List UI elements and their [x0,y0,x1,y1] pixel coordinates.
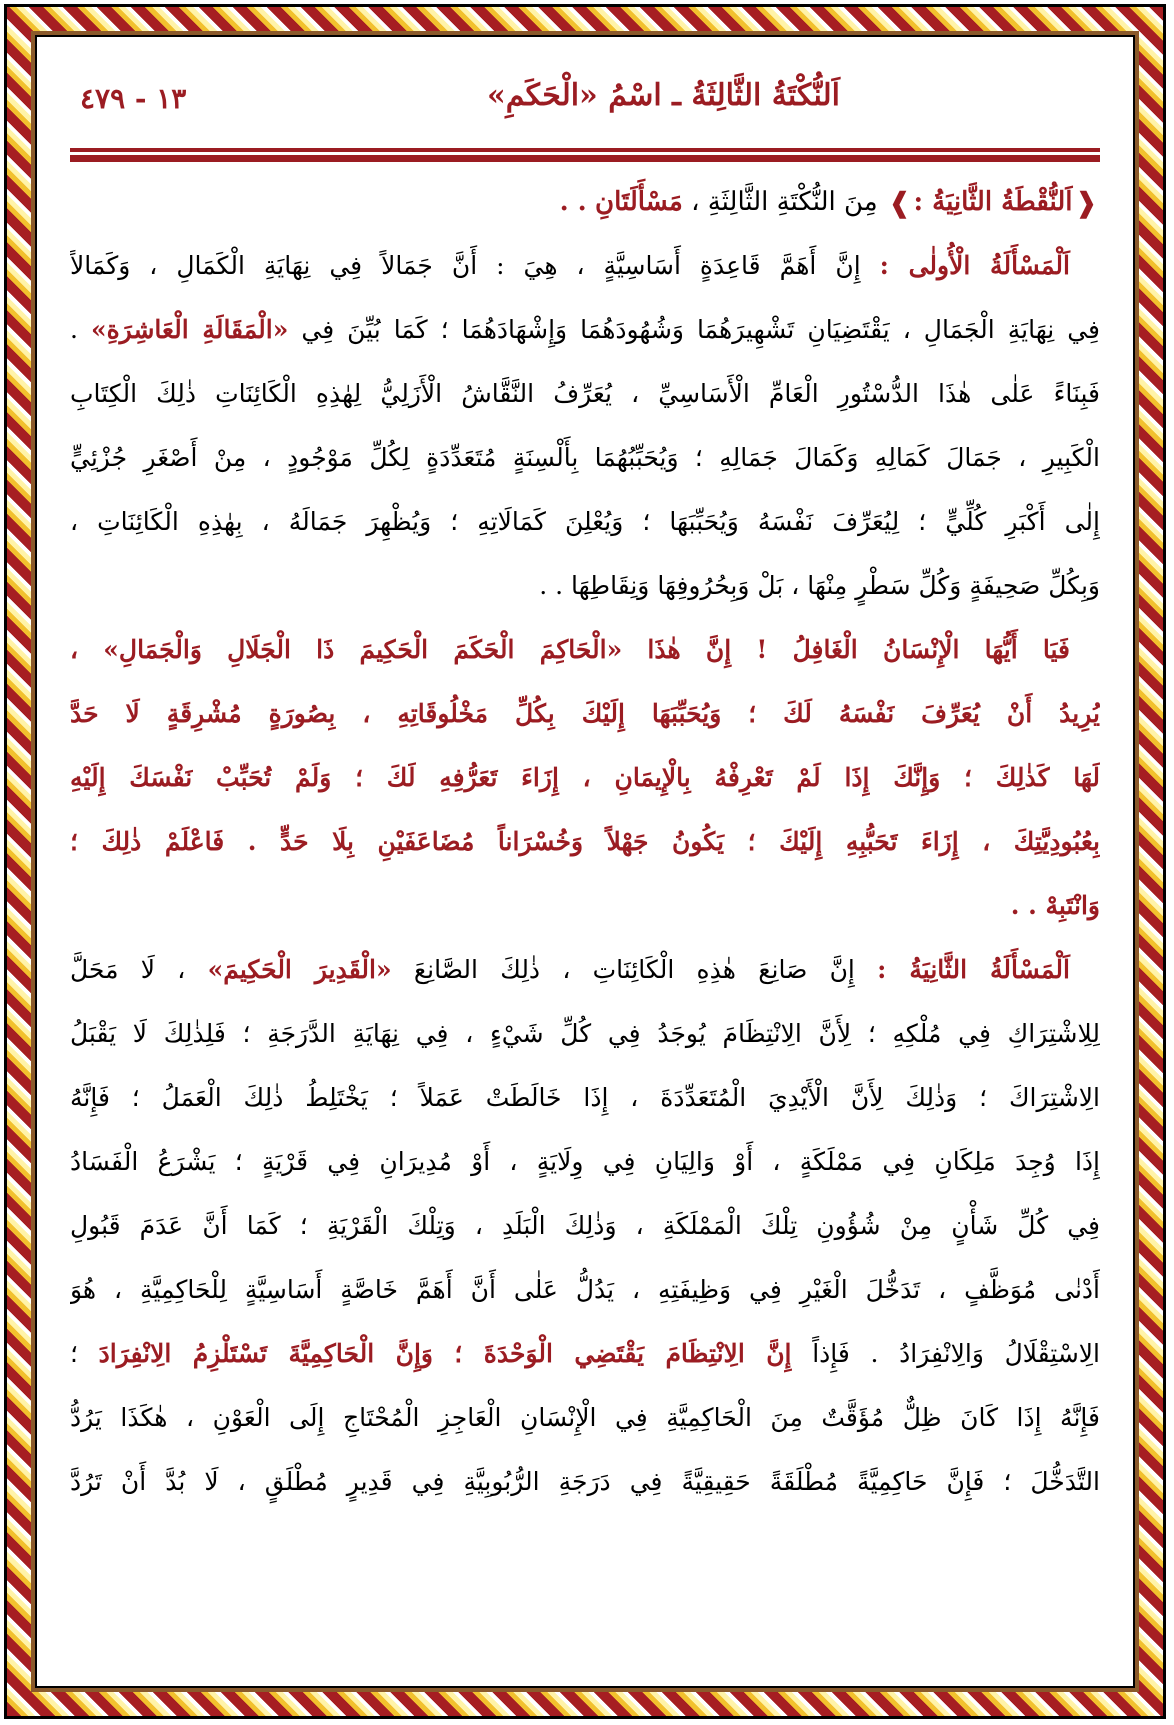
paragraph-3-line: إِذَا وُجِدَ مَلِكَانِ فِي مَمْلَكَةٍ ، أَوْ وَالِيَانِ فِي وِلَايَةٍ ، أَوْ مُدِيرَانِ فِي قَرْيَةٍ ؛ يَشْرَعُ الْفَسَادُ [70,1147,1100,1176]
section-heading-end: . . [559,187,587,217]
book-page [70,60,1100,1660]
text-run: إِنَّ صَانِعَ هٰذِهِ الْكَائِنَاتِ ، ذٰلِكَ الصَّانِعَ [391,955,878,984]
paragraph-3-line [70,1322,1100,1386]
paragraph-1-line [70,234,1100,298]
text-run: إِنَّ أَهَمَّ قَاعِدَةٍ أَسَاسِيَّةٍ ، هِيَ : أَنَّ جَمَالاً فِي نِهَايَةِ الْكَمَالِ ، وَكَمَالاً [70,251,880,280]
paragraph-3-line [70,938,1100,1002]
paragraph-2-line: وَانْتَبِهْ . . [1010,891,1100,920]
paragraph-2-line: يُرِيدُ أَنْ يُعَرِّفَ نَفْسَهُ لَكَ ؛ وَيُحَبِّبَهَا إِلَيْكَ بِكُلِّ مَخْلُوقَاتِهِ ، بِصُورَةٍ مُشْرِقَةٍ لَا حَدَّ [70,699,1100,728]
name-highlight: «الْقَدِيرَ الْحَكِيمَ» [207,955,392,984]
ornament-right-icon: ❰ [1074,186,1098,219]
section-heading-text: مِنَ النُّكْتَةِ الثَّالِثَةِ ، [691,187,878,217]
section-heading-label: اَلنُّقْطَةُ الثَّانِيَةُ : [913,187,1073,217]
paragraph-2-line: فَيَا أَيُّهَا الْإِنْسَانُ الْغَافِلُ ! إِنَّ هٰذَا «الْحَاكِمَ الْحَكَمَ الْحَكِيمَ ذَا الْجَلَالِ وَالْجَمَالِ» ، [70,635,1070,664]
page-header [70,60,1100,150]
paragraph-3-line: لِلِاشْتِرَاكِ فِي مُلْكِهِ ؛ لِأَنَّ الِانْتِظَامَ يُوجَدُ فِي كُلِّ شَيْءٍ ، فِي نِهَايَةِ الدَّرَجَةِ ؛ فَلِذٰلِكَ لَا يَقْبَلُ [70,1019,1100,1048]
paragraph-1-line: وَبِكُلِّ صَحِيفَةٍ وَكُلِّ سَطْرٍ مِنْهَا ، بَلْ وَبِحُرُوفِهَا وَنِقَاطِهَا . . [539,571,1100,600]
paragraph-3-line: أَدْنٰى مُوَظَّفٍ ، تَدَخُّلَ الْغَيْرِ فِي وَظِيفَتِهِ ، يَدُلُّ عَلٰى أَنَّ أَهَمَّ خَاصَّةٍ أَسَاسِيَّةٍ لِلْحَاكِمِيَّةِ ، هُوَ [70,1275,1100,1304]
paragraph-1-line: فَبِنَاءً عَلٰى هٰذَا الدُّسْتُورِ الْعَامِّ الْأَسَاسِيِّ ، يُعَرِّفُ النَّقَّاشُ الْأَزَلِيُّ لِهٰذِهِ الْكَائِنَاتِ ذٰلِكَ الْكِتَابِ [70,379,1100,408]
paragraph-3-line: فِي كُلِّ شَأْنٍ مِنْ شُؤُونِ تِلْكَ الْمَمْلَكَةِ ، وَذٰلِكَ الْبَلَدِ ، وَتِلْكَ الْقَرْيَةِ ؛ كَمَا أَنَّ عَدَمَ قَبُولِ [70,1211,1100,1240]
header-divider-thin [70,148,1100,152]
page-body [70,170,1100,1514]
text-run: ؛ [70,1339,99,1368]
issue-1-label: اَلْمَسْأَلَةُ الْأُولٰى : [879,251,1070,280]
reference-highlight: «الْمَقَالَةِ الْعَاشِرَةِ» [90,315,289,344]
text-run: فِي نِهَايَةِ الْجَمَالِ ، يَقْتَضِيَانِ تَشْهِيرَهُمَا وَشُهُودَهُمَا وَإِشْهَادَهُمَا ؛ كَمَا بُيِّنَ فِي [288,315,1100,344]
text-run: الِاسْتِقْلَالُ وَالِانْفِرَادُ . فَإِذاً [791,1339,1100,1368]
paragraph-3-line: فَإِنَّهُ إِذَا كَانَ ظِلٌّ مُؤَقَّتٌ مِنَ الْحَاكِمِيَّةِ فِي الْإِنْسَانِ الْعَاجِزِ الْمُحْتَاجِ إِلَى الْعَوْنِ ، هٰكَذَا يَرُدُّ [70,1403,1100,1432]
paragraph-3-line: الِاشْتِرَاكَ ؛ وَذٰلِكَ لِأَنَّ الْأَيْدِيَ الْمُتَعَدِّدَةَ ، إِذَا خَالَطَتْ عَمَلاً ؛ يَخْتَلِطُ ذٰلِكَ الْعَمَلُ ؛ فَإِنَّهُ [70,1083,1100,1112]
conclusion-highlight: إِنَّ الِانْتِظَامَ يَقْتَضِي الْوَحْدَةَ ؛ وَإِنَّ الْحَاكِمِيَّةَ تَسْتَلْزِمُ الِانْفِرَادَ [98,1339,792,1368]
header-divider-thick [70,155,1100,162]
ornament-left-icon: ❱ [888,186,912,219]
section-heading [70,170,1100,234]
issue-2-label: اَلْمَسْأَلَةُ الثَّانِيَةُ : [877,955,1070,984]
paragraph-1-line [70,298,1100,362]
text-run: . [70,315,91,344]
section-heading-highlight: مَسْأَلَتَانِ [594,187,683,217]
paragraph-1-line: إِلٰى أَكْبَرِ كُلِّيٍّ ؛ لِيُعَرِّفَ نَفْسَهُ وَيُحَبِّبَهَا ؛ وَيُعْلِنَ كَمَالَاتِهِ ؛ وَيُظْهِرَ جَمَالَهُ ، بِهٰذِهِ الْكَائِنَاتِ ، [70,507,1100,536]
text-run: ، لَا مَحَلَّ [70,955,208,984]
paragraph-1-line: الْكَبِيرِ ، جَمَالَ كَمَالِهِ وَكَمَالَ جَمَالِهِ ؛ وَيُحَبِّبُهُمَا بِأَلْسِنَةٍ مُتَعَدِّدَةٍ لِكُلِّ مَوْجُودٍ ، مِنْ أَصْغَرِ جُزْئِيٍّ [70,443,1100,472]
paragraph-2-line: لَهَا كَذٰلِكَ ؛ وَإِنَّكَ إِذَا لَمْ تَعْرِفْهُ بِالْإِيمَانِ ، إِزَاءَ تَعَرُّفِهِ لَكَ ؛ وَلَمْ تُحَبِّبْ نَفْسَكَ إِلَيْهِ [70,763,1100,792]
page-number: ١٣ - ٤٧٩ [80,82,187,115]
chapter-title: اَلنُّكْتَةُ الثَّالِثَةُ ـ اسْمُ «الْحَكَمِ» [486,78,840,113]
paragraph-3-line: التَّدَخُّلَ ؛ فَإِنَّ حَاكِمِيَّةً مُطْلَقَةً حَقِيقِيَّةً فِي دَرَجَةِ الرُّبُوبِيَّةِ فِي قَدِيرٍ مُطْلَقٍ ، لَا بُدَّ أَنْ تَرُدَّ [70,1467,1100,1496]
paragraph-2-line: بِعُبُودِيَّتِكَ ، إِزَاءَ تَحَبُّبِهِ إِلَيْكَ ؛ يَكُونُ جَهْلاً وَخُسْرَاناً مُضَاعَفَيْنِ بِلَا حَدٍّ . فَاعْلَمْ ذٰلِكَ ؛ [70,827,1100,856]
